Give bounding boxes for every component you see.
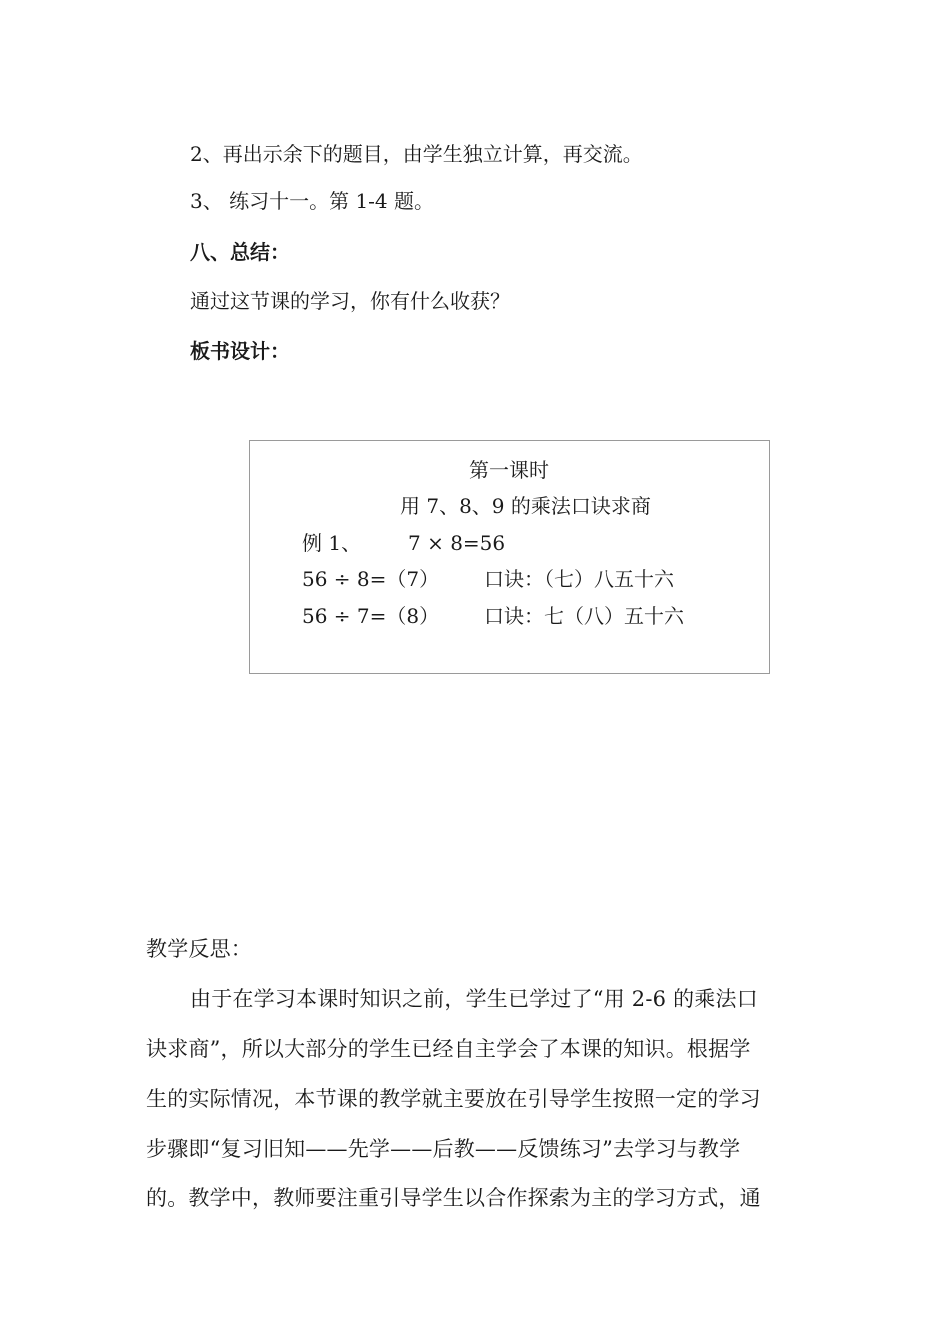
reflection-line: 的。教学中，教师要注重引导学生以合作探索为主的学习方式，通 [146,1186,761,1210]
board-division-1: 56 ÷ 8=（7） [302,567,440,591]
board-subtitle: 用 7、8、9 的乘法口诀求商 [400,494,651,518]
board-title: 第一课时 [469,458,549,482]
reflection-heading: 教学反思： [146,937,252,961]
board-example-label: 例 1、 [302,531,362,555]
step-3-text: 3、 练习十一。第 1-4 题。 [190,189,435,213]
summary-heading: 八、总结： [190,240,290,264]
step-2-text: 2、再出示余下的题目，由学生独立计算，再交流。 [190,142,643,166]
board-design-heading: 板书设计： [190,339,290,363]
board-example-equation: 7 × 8=56 [408,531,506,555]
reflection-line: 生的实际情况，本节课的教学就主要放在引导学生按照一定的学习 [146,1087,761,1111]
reflection-line: 诀求商”，所以大部分的学生已经自主学会了本课的知识。根据学 [146,1037,751,1061]
reflection-line: 步骤即“复习旧知——先学——后教——反馈练习”去学习与教学 [146,1137,741,1161]
reflection-line: 由于在学习本课时知识之前，学生已学过了“用 2-6 的乘法口 [190,987,758,1011]
board-rhyme-1: 口诀：（七）八五十六 [484,567,674,591]
summary-text: 通过这节课的学习，你有什么收获？ [190,289,510,313]
board-rhyme-2: 口诀：七（八）五十六 [484,604,684,628]
board-division-2: 56 ÷ 7=（8） [302,604,440,628]
blackboard-design-box [249,440,770,674]
